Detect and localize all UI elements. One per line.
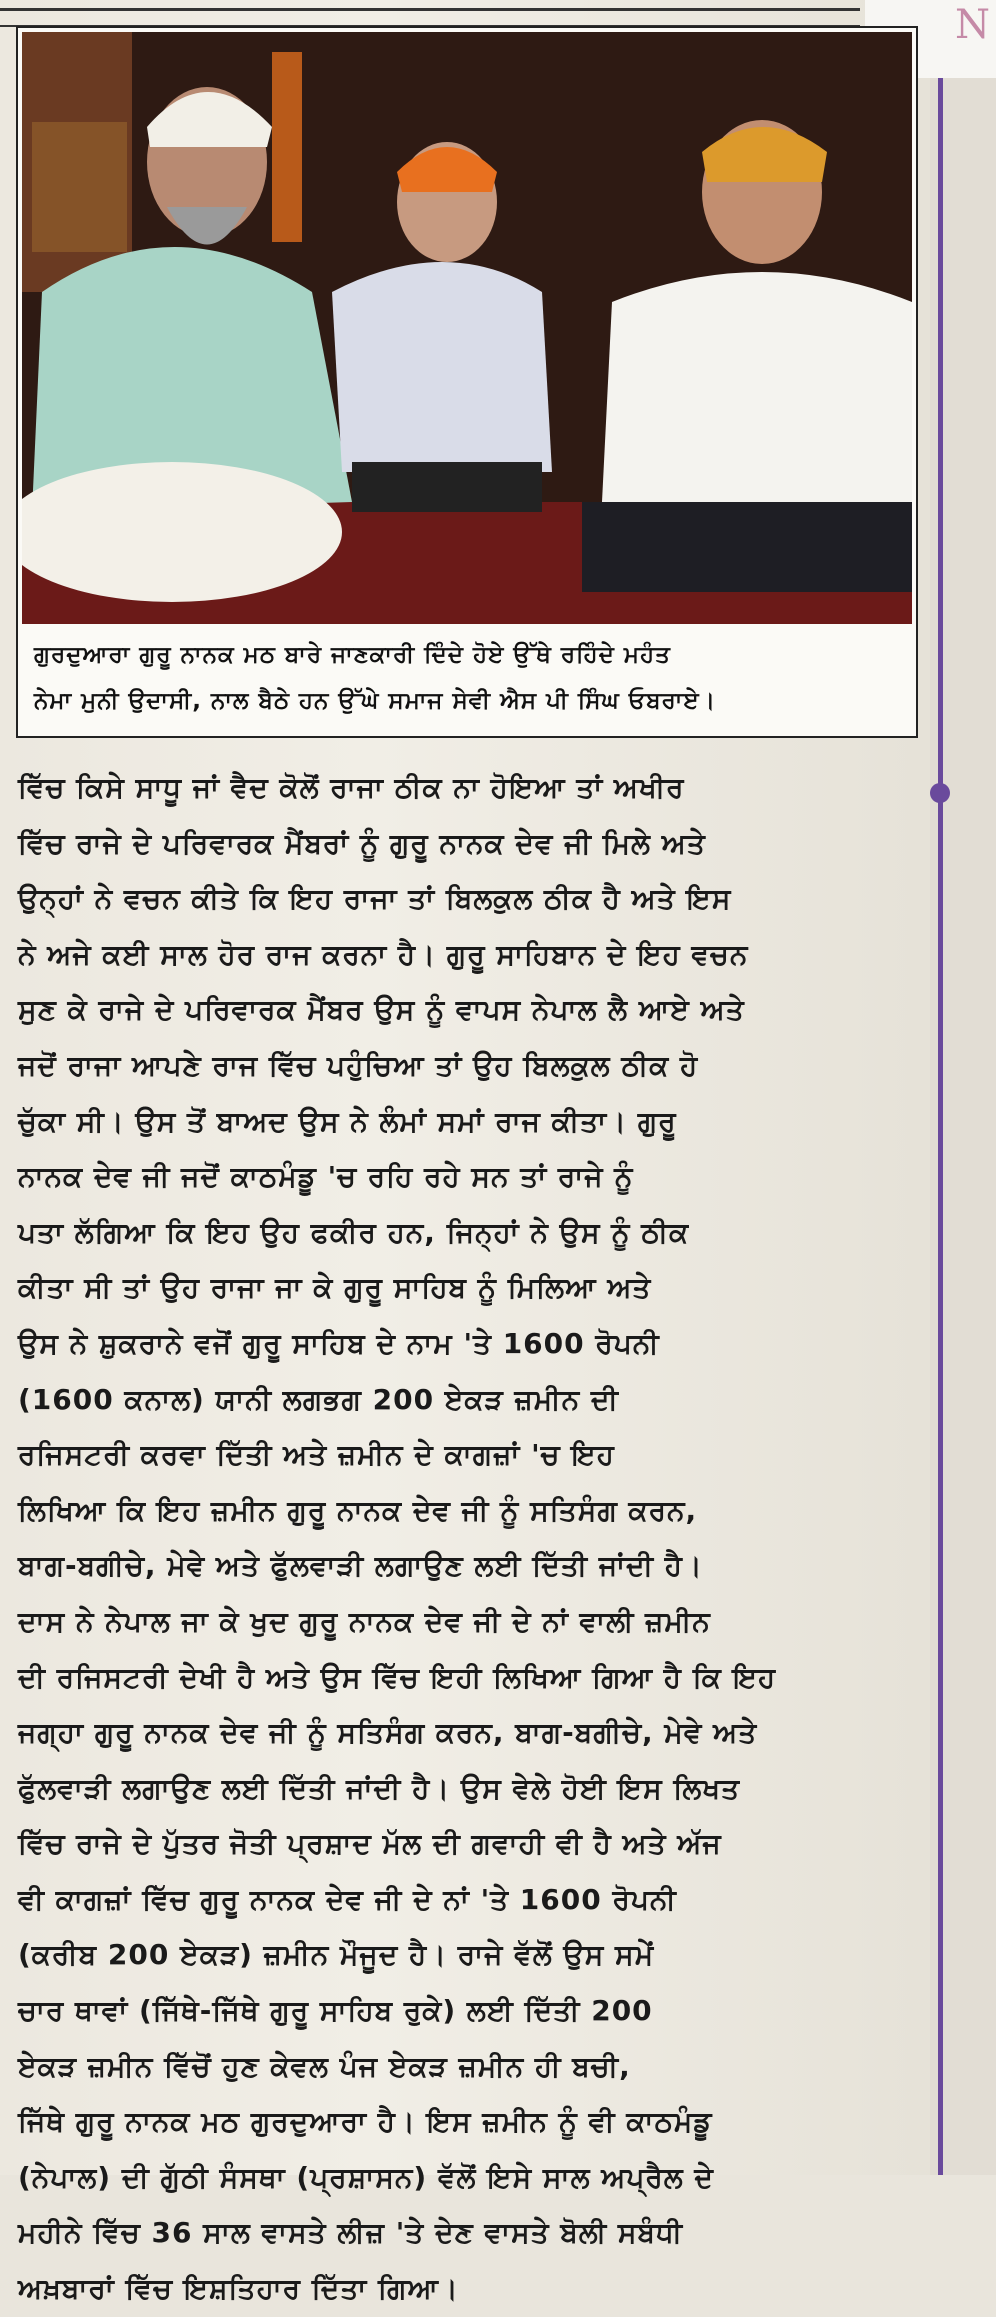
photo-box: [16, 26, 918, 738]
article-line: ਪਤਾ ਲੱਗਿਆ ਕਿ ਇਹ ਉਹ ਫਕੀਰ ਹਨ, ਜਿਨ੍ਹਾਂ ਨੇ ਉਸ ਨੂੰ ਠੀਕ: [18, 1215, 690, 1249]
article-line: ਨਾਨਕ ਦੇਵ ਜੀ ਜਦੋਂ ਕਾਠਮੰਡੂ 'ਚ ਰਹਿ ਰਹੇ ਸਨ ਤਾਂ ਰਾਜੇ ਨੂੰ: [18, 1160, 634, 1194]
top-rule: [0, 8, 860, 27]
article-line: ਏਕੜ ਜ਼ਮੀਨ ਵਿੱਚੋਂ ਹੁਣ ਕੇਵਲ ਪੰਜ ਏਕੜ ਜ਼ਮੀਨ ਹੀ ਬਚੀ,: [18, 2049, 631, 2083]
caption-line: ਗੁਰਦੁਆਰਾ ਗੁਰੂ ਨਾਨਕ ਮਠ ਬਾਰੇ ਜਾਣਕਾਰੀ ਦਿੰਦੇ ਹੋਏ ਉੱਥੇ ਰਹਿੰਦੇ ਮਹੰਤ: [34, 642, 671, 668]
article-line: ਉਨ੍ਹਾਂ ਨੇ ਵਚਨ ਕੀਤੇ ਕਿ ਇਹ ਰਾਜਾ ਤਾਂ ਬਿਲਕੁਲ ਠੀਕ ਹੈ ਅਤੇ ਇਸ: [18, 882, 732, 916]
article-line: (1600 ਕਨਾਲ) ਯਾਨੀ ਲਗਭਗ 200 ਏਕੜ ਜ਼ਮੀਨ ਦੀ: [18, 1382, 619, 1416]
article-line: ਵੀ ਕਾਗਜ਼ਾਂ ਵਿੱਚ ਗੁਰੂ ਨਾਨਕ ਦੇਵ ਜੀ ਦੇ ਨਾਂ 'ਤੇ 1600 ਰੋਪਨੀ: [18, 1882, 677, 1916]
article-line: ਮਹੀਨੇ ਵਿੱਚ 36 ਸਾਲ ਵਾਸਤੇ ਲੀਜ਼ 'ਤੇ ਦੇਣ ਵਾਸਤੇ ਬੋਲੀ ਸਬੰਧੀ: [18, 2216, 684, 2250]
article-line: ਅਖ਼ਬਾਰਾਂ ਵਿੱਚ ਇਸ਼ਤਿਹਾਰ ਦਿੱਤਾ ਗਿਆ।: [18, 2272, 459, 2306]
article-line: ਬਾਗ-ਬਗੀਚੇ, ਮੇਵੇ ਅਤੇ ਫੁੱਲਵਾੜੀ ਲਗਾਉਣ ਲਈ ਦਿੱਤੀ ਜਾਂਦੀ ਹੈ।: [18, 1549, 703, 1583]
article-line: ਉਸ ਨੇ ਸ਼ੁਕਰਾਨੇ ਵਜੋਂ ਗੁਰੂ ਸਾਹਿਬ ਦੇ ਨਾਮ 'ਤੇ 1600 ਰੋਪਨੀ: [18, 1326, 660, 1360]
article-line: ਸੁਣ ਕੇ ਰਾਜੇ ਦੇ ਪਰਿਵਾਰਕ ਮੈਂਬਰ ਉਸ ਨੂੰ ਵਾਪਸ ਨੇਪਾਲ ਲੈ ਆਏ ਅਤੇ: [18, 993, 745, 1027]
corner-tag: N: [865, 0, 996, 78]
article-line: ਲਿਖਿਆ ਕਿ ਇਹ ਜ਼ਮੀਨ ਗੁਰੂ ਨਾਨਕ ਦੇਵ ਜੀ ਨੂੰ ਸਤਿਸੰਗ ਕਰਨ,: [18, 1493, 698, 1527]
caption-line: ਨੇਮਾ ਮੁਨੀ ਉਦਾਸੀ, ਨਾਲ ਬੈਠੇ ਹਨ ਉੱਘੇ ਸਮਾਜ ਸੇਵੀ ਐਸ ਪੀ ਸਿੰਘ ਓਬਰਾਏ।: [34, 688, 717, 714]
article-line: ਚੁੱਕਾ ਸੀ। ਉਸ ਤੋਂ ਬਾਅਦ ਉਸ ਨੇ ਲੰਮਾਂ ਸਮਾਂ ਰਾਜ ਕੀਤਾ। ਗੁਰੂ: [18, 1104, 677, 1138]
article-line: ਫੁੱਲਵਾੜੀ ਲਗਾਉਣ ਲਈ ਦਿੱਤੀ ਜਾਂਦੀ ਹੈ। ਉਸ ਵੇਲੇ ਹੋਈ ਇਸ ਲਿਖਤ: [18, 1771, 741, 1805]
photo-caption: [34, 632, 904, 724]
article-line: ਚਾਰ ਥਾਵਾਂ (ਜਿੱਥੇ-ਜਿੱਥੇ ਗੁਰੂ ਸਾਹਿਬ ਰੁਕੇ) ਲਈ ਦਿੱਤੀ 200: [18, 1994, 653, 2028]
column-marker-dot: [930, 783, 950, 803]
article-line: ਦਾਸ ਨੇ ਨੇਪਾਲ ਜਾ ਕੇ ਖੁਦ ਗੁਰੂ ਨਾਨਕ ਦੇਵ ਜੀ ਦੇ ਨਾਂ ਵਾਲੀ ਜ਼ਮੀਨ: [18, 1604, 711, 1638]
article-line: ਦੀ ਰਜਿਸਟਰੀ ਦੇਖੀ ਹੈ ਅਤੇ ਉਸ ਵਿੱਚ ਇਹੀ ਲਿਖਿਆ ਗਿਆ ਹੈ ਕਿ ਇਹ: [18, 1660, 777, 1694]
article-line: ਵਿੱਚ ਰਾਜੇ ਦੇ ਪੁੱਤਰ ਜੋਤੀ ਪ੍ਰਸ਼ਾਦ ਮੱਲ ਦੀ ਗਵਾਹੀ ਵੀ ਹੈ ਅਤੇ ਅੱਜ: [18, 1827, 722, 1861]
article-line: (ਨੇਪਾਲ) ਦੀ ਗੁੱਠੀ ਸੰਸਥਾ (ਪ੍ਰਸ਼ਾਸਨ) ਵੱਲੋਂ ਇਸੇ ਸਾਲ ਅਪ੍ਰੈਲ ਦੇ: [18, 2160, 714, 2194]
article-line: ਜਿੱਥੇ ਗੁਰੂ ਨਾਨਕ ਮਠ ਗੁਰਦੁਆਰਾ ਹੈ। ਇਸ ਜ਼ਮੀਨ ਨੂੰ ਵੀ ਕਾਠਮੰਡੂ: [18, 2105, 713, 2139]
photo-illustration: [22, 32, 912, 624]
article-line: ਵਿੱਚ ਕਿਸੇ ਸਾਧੂ ਜਾਂ ਵੈਦ ਕੋਲੋਂ ਰਾਜਾ ਠੀਕ ਨਾ ਹੋਇਆ ਤਾਂ ਅਖੀਰ: [18, 771, 685, 804]
column-rule: [938, 60, 943, 2175]
article-line: ਕੀਤਾ ਸੀ ਤਾਂ ਉਹ ਰਾਜਾ ਜਾ ਕੇ ਗੁਰੂ ਸਾਹਿਬ ਨੂੰ ਮਿਲਿਆ ਅਤੇ: [18, 1271, 652, 1305]
article-line: ਜਦੋਂ ਰਾਜਾ ਆਪਣੇ ਰਾਜ ਵਿੱਚ ਪਹੁੰਚਿਆ ਤਾਂ ਉਹ ਬਿਲਕੁਲ ਠੀਕ ਹੋ: [18, 1048, 699, 1082]
article-body: [18, 760, 933, 2317]
article-line: ਵਿੱਚ ਰਾਜੇ ਦੇ ਪਰਿਵਾਰਕ ਮੈਂਬਰਾਂ ਨੂੰ ਗੁਰੂ ਨਾਨਕ ਦੇਵ ਜੀ ਮਿਲੇ ਅਤੇ: [18, 826, 706, 860]
article-line: ਨੇ ਅਜੇ ਕਈ ਸਾਲ ਹੋਰ ਰਾਜ ਕਰਨਾ ਹੈ। ਗੁਰੂ ਸਾਹਿਬਾਨ ਦੇ ਇਹ ਵਚਨ: [18, 937, 749, 971]
article-line: ਰਜਿਸਟਰੀ ਕਰਵਾ ਦਿੱਤੀ ਅਤੇ ਜ਼ਮੀਨ ਦੇ ਕਾਗਜ਼ਾਂ 'ਚ ਇਹ: [18, 1438, 615, 1472]
newspaper-photo: [22, 32, 912, 624]
article-line: ਜਗ੍ਹਾ ਗੁਰੂ ਨਾਨਕ ਦੇਵ ਜੀ ਨੂੰ ਸਤਿਸੰਗ ਕਰਨ, ਬਾਗ-ਬਗੀਚੇ, ਮੇਵੇ ਅਤੇ: [18, 1716, 758, 1750]
article-line: (ਕਰੀਬ 200 ਏਕੜ) ਜ਼ਮੀਨ ਮੌਜੂਦ ਹੈ। ਰਾਜੇ ਵੱਲੋਂ ਉਸ ਸਮੇਂ: [18, 1938, 655, 1972]
